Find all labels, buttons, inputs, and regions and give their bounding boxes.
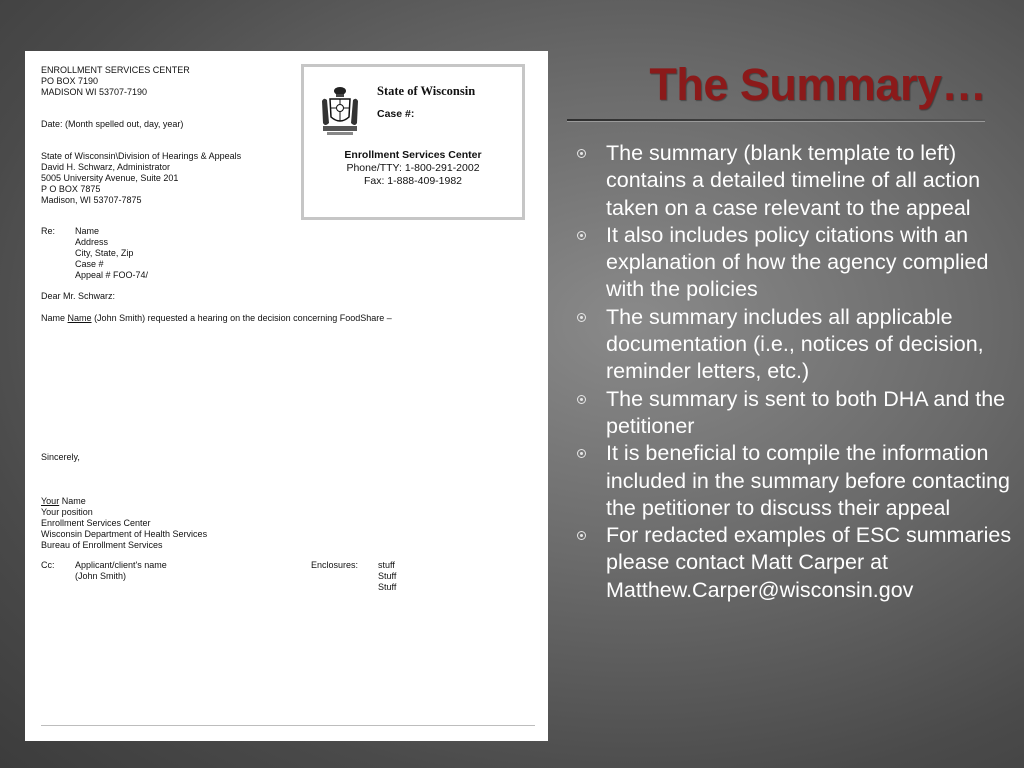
esc-fax: Fax: 1-888-409-1982 (363, 175, 463, 187)
recipient-line: 5005 University Avenue, Suite 201 (41, 173, 179, 183)
bullet-item (574, 522, 1020, 604)
signature-line: Enrollment Services Center (41, 518, 151, 528)
letter-body (41, 313, 392, 324)
signature-name-text: Name (61, 496, 86, 506)
bullet-circle-icon (577, 231, 586, 240)
bullet-list (574, 140, 1020, 604)
body-name-underlined: Name (67, 313, 92, 323)
case-number-label: Case #: (377, 108, 415, 120)
summary-letter-template (25, 51, 548, 741)
sender-address (41, 65, 190, 98)
recipient-line: State of Wisconsin\Division of Hearings & Appeals (41, 151, 242, 161)
bullet-circle-icon (577, 395, 586, 404)
re-line: City, State, Zip (75, 248, 134, 258)
esc-phone: Phone/TTY: 1-800-291-2002 (346, 162, 480, 174)
slide-title: The Summary… (649, 59, 986, 110)
bullet-text: The summary includes all applicable documentation (i.e., notices of decision, reminder letters, etc.) (606, 304, 984, 384)
enclosures-list (378, 560, 396, 593)
bullet-item (574, 140, 1020, 222)
bullet-circle-icon (577, 449, 586, 458)
state-of-wisconsin-heading: State of Wisconsin (377, 84, 476, 98)
signature-line: Bureau of Enrollment Services (41, 540, 163, 550)
recipient-address (41, 151, 241, 206)
bullet-circle-icon (577, 531, 586, 540)
signature-block (41, 496, 207, 551)
recipient-line: Madison, WI 53707-7875 (41, 195, 142, 205)
date-line: Date: (Month spelled out, day, year) (41, 119, 184, 129)
sender-line: PO BOX 7190 (41, 76, 99, 86)
enclosures-label: Enclosures: (311, 560, 359, 570)
re-line: Appeal # FOO-74/ (75, 270, 149, 280)
title-divider (567, 119, 985, 122)
bullet-text: It is beneficial to compile the information included in the summary before contacting the petitioner to discuss their appeal (606, 441, 1010, 520)
bullet-item (574, 304, 1020, 386)
bullet-item (574, 386, 1020, 441)
signature-line: Your position (41, 507, 93, 517)
sender-line: MADISON WI 53707-7190 (41, 87, 148, 97)
cc-line: (John Smith) (75, 571, 127, 581)
signature-name (41, 496, 207, 507)
letterhead-box (301, 64, 525, 220)
enclosure-item: Stuff (378, 582, 397, 592)
esc-contact (304, 149, 522, 188)
bullet-circle-icon (577, 313, 586, 322)
re-label: Re: (41, 226, 56, 236)
signature-your: Your (41, 496, 60, 506)
cc-line: Applicant/client's name (75, 560, 167, 570)
body-text: (John Smith) requested a hearing on the decision concerning FoodShare – (94, 313, 392, 323)
re-line: Address (75, 237, 109, 247)
wisconsin-seal-icon (319, 83, 361, 137)
bullet-circle-icon (577, 149, 586, 158)
cc-list (75, 560, 167, 582)
bullet-item (574, 222, 1020, 304)
recipient-line: P O BOX 7875 (41, 184, 101, 194)
bullet-text: The summary (blank template to left) contains a detailed timeline of all action taken on a case relevant to the appeal (606, 141, 981, 220)
sender-line: ENROLLMENT SERVICES CENTER (41, 65, 190, 75)
enclosure-item: stuff (378, 560, 395, 570)
esc-name: Enrollment Services Center (344, 149, 482, 161)
re-line: Name (75, 226, 100, 236)
closing: Sincerely, (41, 452, 80, 462)
re-details (75, 226, 148, 281)
cc-label: Cc: (41, 560, 55, 570)
bullet-text: For redacted examples of ESC summaries please contact Matt Carper at Matthew.Carper@wisconsin.gov (606, 523, 1012, 602)
body-name-label: Name (41, 313, 66, 323)
bullet-item (574, 440, 1020, 522)
recipient-line: David H. Schwarz, Administrator (41, 162, 171, 172)
re-line: Case # (75, 259, 104, 269)
salutation: Dear Mr. Schwarz: (41, 291, 116, 301)
footer-divider (41, 725, 535, 726)
bullet-text: It also includes policy citations with an explanation of how the agency complied with the policies (606, 222, 989, 302)
enclosure-item: Stuff (378, 571, 397, 581)
bullet-text: The summary is sent to both DHA and the petitioner (606, 386, 1006, 438)
signature-line: Wisconsin Department of Health Services (41, 529, 208, 539)
